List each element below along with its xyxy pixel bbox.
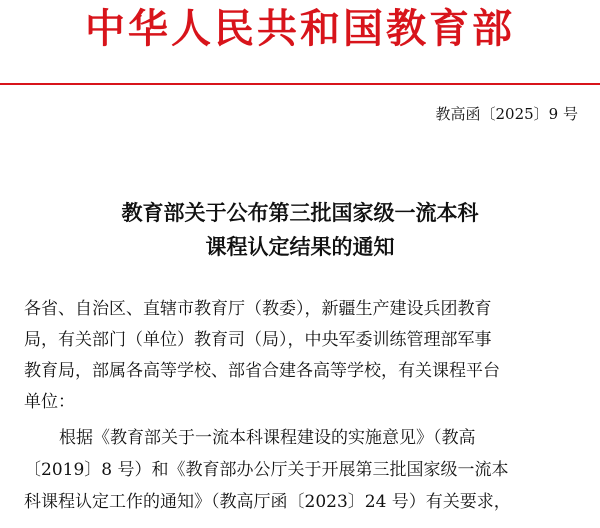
- addressee-line-1: 各省、自治区、直辖市教育厅（教委），新疆生产建设兵团教育: [24, 299, 492, 319]
- paragraph-line-3: 科课程认定工作的通知》（教高厅函〔2023〕24 号）有关要求，: [24, 492, 511, 512]
- addressee-line-2: 局，有关部门（单位）教育司（局），中央军委训练管理部军事: [24, 330, 492, 350]
- paragraph-line-1: 根据《教育部关于一流本科课程建设的实施意见》（教高: [59, 428, 476, 448]
- paragraph-line-2: 〔2019〕8 号）和《教育部办公厅关于开展第三批国家级一流本: [24, 460, 509, 480]
- addressee-line-3: 教育局，部属各高等学校、部省合建各高等学校，有关课程平台: [24, 361, 500, 381]
- document-title-line-2: 课程认定结果的通知: [205, 235, 395, 259]
- document-number: 教高函〔2025〕9 号: [435, 105, 578, 123]
- header-red-rule: [0, 83, 600, 85]
- issuing-authority-header: 中华人民共和国教育部: [85, 5, 515, 52]
- addressee-line-4: 单位：: [24, 392, 75, 412]
- document-title-line-1: 教育部关于公布第三批国家级一流本科: [121, 201, 479, 225]
